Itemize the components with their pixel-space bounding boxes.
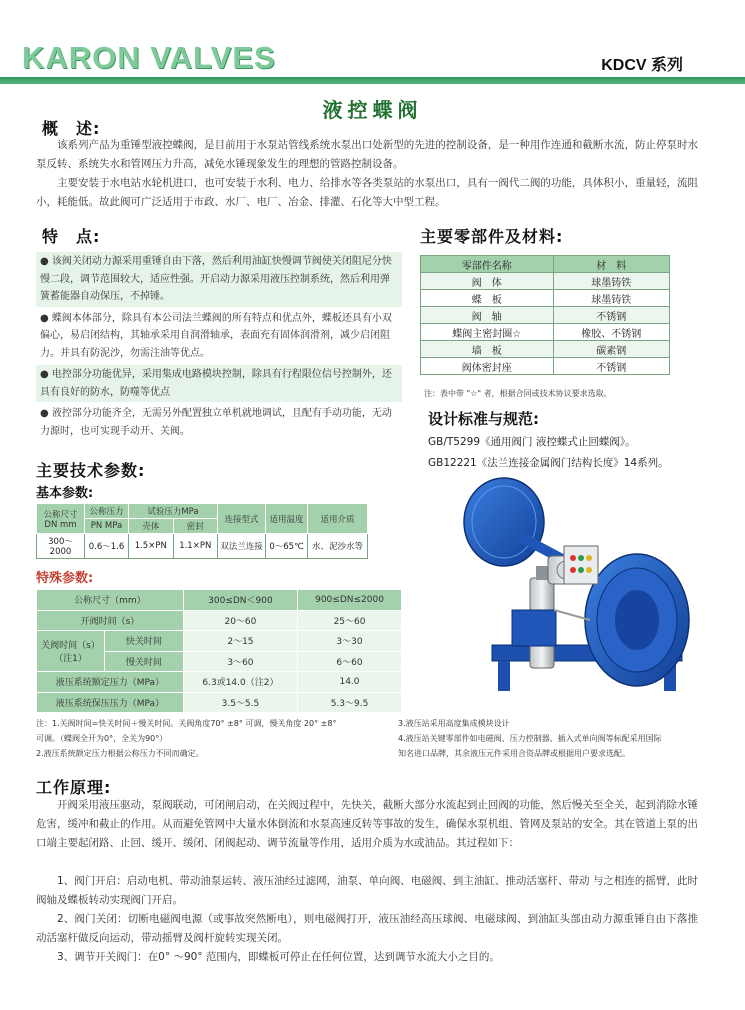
basic-col-temp: 适用温度 [266, 504, 308, 534]
page-title: 液控蝶阀 [322, 98, 423, 122]
special-col-dn: 公称尺寸（mm） [37, 590, 184, 611]
special-value: 14.0 [298, 672, 402, 693]
material-value: 不锈钢 [553, 358, 669, 375]
feature-item: ● 液控部分功能齐全，无需另外配置独立单机就地调试，且配有手动功能，无动力源时，也可实现手动开、关阀。 [40, 408, 392, 437]
table-row [421, 273, 670, 290]
work-step: 2、阀门关闭：切断电磁阀电源（或事故突然断电），则电磁阀打开，液压油经高压球阀、电磁球阀、到油缸头部由动力源重锤自由下落推动活塞杆做反向运动，带动摇臂及阀杆旋转实现关闭。 [36, 913, 698, 944]
features-list [36, 252, 402, 443]
close-time-title: 关阀时间（s） [41, 641, 100, 651]
table-row [37, 610, 402, 631]
open-time-label: 开阀时间（s） [37, 610, 184, 631]
special-col-range-1: 300≤DN＜900 [183, 590, 297, 611]
work-paragraph: 开阀采用液压驱动，泵阀联动，可闭闸启动，在关阀过程中，先快关，截断大部分水流起到止回阀的功能，然后慢关至全关，起到消除水锤危害，缓冲和截止的作用。从而避免管网中大量水体倒流和水泵高速反转等事故的发生，确保水泵机组、管网及泵站的安全。其在管道上泵的出口端主要起闭路、止回、缓开、缓闭、闭阀起动、调节流量等作用，适用介质为水或油品。其过程如下： [36, 799, 698, 849]
standard-line: GB/T5299《通用阀门 液控蝶式止回蝶阀》。 [428, 436, 636, 448]
valve-product-image [452, 470, 702, 705]
material-part: 蝶 板 [421, 290, 554, 307]
basic-value: 0～65℃ [266, 534, 308, 559]
material-part: 墙 板 [421, 341, 554, 358]
special-value: 3～60 [183, 651, 297, 672]
close-time-note: （注1） [54, 654, 87, 664]
note-line: 注：1.关阀时间=快关时间＋慢关时间。关阀角度70° ±8° 可调，慢关角度 20° ±8° [36, 719, 337, 728]
basic-value: 双法兰连接 [218, 534, 266, 559]
feature-item: ● 电控部分功能优异，采用集成电路模块控制，除具有行程限位信号控制外，还具有良好的防水，防噬等优点 [36, 365, 402, 402]
rated-pressure-label: 液压系统额定压力（MPa） [37, 672, 184, 693]
note-line: 知名进口品牌，其余液压元件采用合资品牌或根据用户要求选配。 [398, 749, 630, 758]
special-value: 20～60 [183, 610, 297, 631]
special-value: 6～60 [298, 651, 402, 672]
overview-heading: 概 述: [42, 119, 101, 138]
basic-col-pn: 公称压力 [85, 504, 129, 519]
table-row [421, 290, 670, 307]
special-value: 3～30 [298, 631, 402, 652]
table-row [421, 358, 670, 375]
overview-paragraph-1: 该系列产品为重锤型液控蝶阀，是目前用于水泵站管线系统水泵出口处新型的先进的控制设备，是一种用作连通和截断水流，防止停泵时水泵反转、系统失水和管网压力升高，减免水锤现象发生的理想的管路控制设备。 [36, 139, 698, 170]
header-divider [0, 77, 745, 84]
basic-value: 水、泥沙水等 [308, 534, 368, 559]
materials-col-material: 材 料 [553, 256, 669, 273]
special-params-table [36, 589, 402, 713]
table-row [37, 692, 402, 713]
special-value: 3.5～5.5 [183, 692, 297, 713]
close-time-label [37, 631, 105, 672]
notes-left [36, 716, 406, 761]
materials-note: 注：表中带 "☆" 者，根据合同或技术协议要求选取。 [424, 389, 612, 398]
special-params-heading: 特殊参数: [36, 571, 94, 586]
brand-logo: KARON VALVES [22, 40, 276, 75]
table-row [421, 341, 670, 358]
standards-heading: 设计标准与规范: [428, 410, 539, 428]
materials-col-part: 零部件名称 [421, 256, 554, 273]
hold-pressure-label: 液压系统保压压力（MPa） [37, 692, 184, 713]
table-row [421, 324, 670, 341]
series-label: KDCV 系列 [601, 57, 683, 74]
basic-sub-shell: 壳体 [129, 519, 174, 534]
table-row [37, 672, 402, 693]
material-value: 不锈钢 [553, 307, 669, 324]
work-steps [36, 872, 698, 967]
material-value: 球墨铸铁 [553, 290, 669, 307]
standard-line: GB12221《法兰连接金属阀门结构长度》14系列。 [428, 457, 669, 469]
special-col-range-2: 900≤DN≤2000 [298, 590, 402, 611]
basic-sub-pn: PN MPa [85, 519, 129, 534]
basic-value: 300～2000 [37, 534, 85, 559]
material-part: 阀 体 [421, 273, 554, 290]
basic-value: 0.6～1.6 [85, 534, 129, 559]
work-step: 1、阀门开启：启动电机、带动油泵运转、液压油经过滤网，油泵、单向阀、电磁阀、到主油缸、推动活塞杆、带动 与之相连的摇臂，此时阀轴及蝶板转动实现阀门开启。 [36, 875, 698, 906]
features-heading: 特 点: [42, 227, 101, 246]
feature-item: ● 该阀关闭动力源采用重锤自由下落，然后利用油缸快慢调节阀使关闭阻尼分快慢二段，调节范围较大，适应性强。开启动力源采用液压控制系统，然后利用弹簧蓄能器自动保压，不掉锤。 [36, 252, 402, 307]
material-part: 阀 轴 [421, 307, 554, 324]
note-line: 3.液压站采用高度集成模块设计 [398, 719, 510, 728]
special-value: 5.3～9.5 [298, 692, 402, 713]
notes-right [398, 716, 698, 761]
special-value: 25～60 [298, 610, 402, 631]
materials-heading: 主要零部件及材料: [420, 227, 564, 246]
note-line: 2.液压系统额定压力根据公称压力不同而确定。 [36, 749, 204, 758]
basic-value: 1.1×PN [173, 534, 218, 559]
material-part: 阀体密封座 [421, 358, 554, 375]
basic-params-table [36, 503, 368, 559]
table-row [37, 534, 368, 559]
basic-value: 1.5×PN [129, 534, 174, 559]
special-value: 6.3或14.0（注2） [183, 672, 297, 693]
basic-params-heading: 基本参数: [36, 486, 94, 501]
basic-col-test: 试验压力MPa [129, 504, 218, 519]
basic-sub-seal: 密封 [173, 519, 218, 534]
feature-item: ● 蝶阀本体部分，除具有本公司法兰蝶阀的所有特点和优点外，蝶板还具有小双偏心，易启闭结构，其轴承采用自润滑轴承，表面充有固体润滑剂，减少启闭阻力。并具有防泥沙，勿需注油等优点。 [40, 312, 392, 359]
material-value: 橡胶、不锈钢 [553, 324, 669, 341]
tech-heading: 主要技术参数: [36, 461, 146, 480]
basic-col-medium: 适用介质 [308, 504, 368, 534]
material-value: 球墨铸铁 [553, 273, 669, 290]
special-value: 2～15 [183, 631, 297, 652]
basic-col-dn: 公称尺寸 DN mm [37, 504, 85, 534]
material-value: 碳素钢 [553, 341, 669, 358]
basic-col-connect: 连接型式 [218, 504, 266, 534]
table-row [421, 307, 670, 324]
note-line: 4.液压站关键零部件如电磁阀、压力控制器、插入式单向阀等标配采用国际 [398, 734, 662, 743]
work-heading: 工作原理: [36, 778, 112, 797]
fast-close-label: 快关时间 [105, 631, 184, 652]
material-part: 蝶阀主密封圈☆ [421, 324, 554, 341]
materials-table [420, 255, 670, 375]
work-step: 3、调节开关阀门：在0° ～90° 范围内，即蝶板可停止在任何位置，达到调节水流大小之目的。 [57, 951, 500, 963]
note-line: 可调。（蝶阀全开为0°，全关为90°） [36, 734, 168, 743]
slow-close-label: 慢关时间 [105, 651, 184, 672]
table-row [37, 631, 402, 652]
overview-paragraph-2: 主要安装于水电站水轮机进口，也可安装于水利、电力、给排水等各类泵站的水泵出口，具有一阀代二阀的功能，具体积小，重量轻，流阻小，耗能低。故此阀可广泛适用于市政、水厂、电厂、冶金、排灌、石化等大中型工程。 [36, 177, 698, 208]
